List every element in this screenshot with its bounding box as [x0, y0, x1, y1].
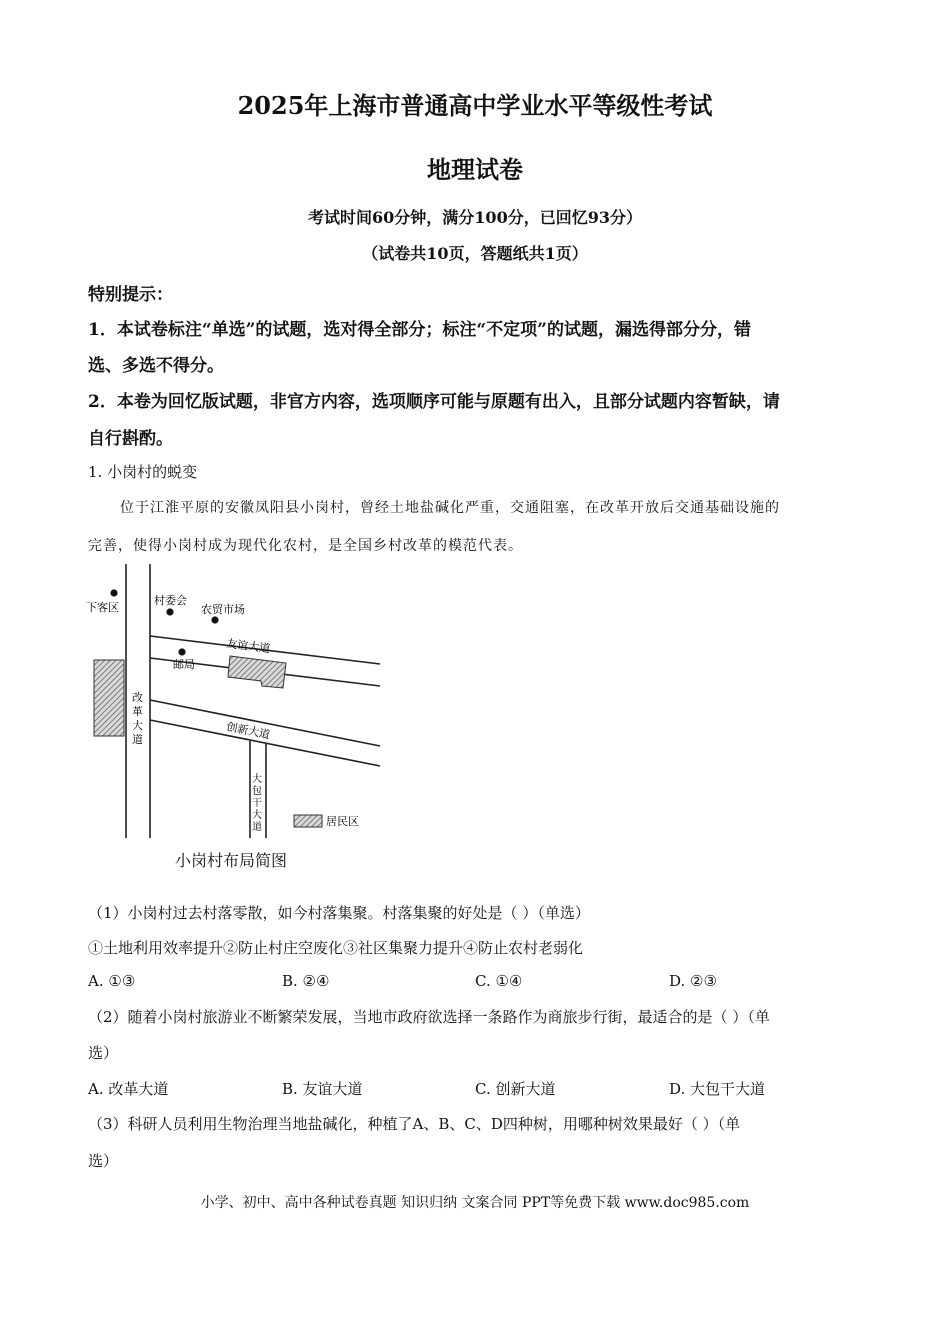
q1-option-c[interactable]: C. ①④	[475, 972, 523, 990]
notice-item2-line2: 自行斟酌。	[88, 429, 173, 449]
q2-option-c[interactable]: C. 创新大道	[475, 1080, 556, 1098]
dabaogan-label-3: 干	[252, 798, 262, 809]
youju-label: 邮局	[173, 658, 195, 671]
map-caption: 小岗村布局简图	[175, 851, 288, 870]
residential-area-center	[228, 656, 286, 688]
youju-point	[178, 648, 185, 655]
legend-label: 居民区	[326, 815, 359, 828]
q1-option-a[interactable]: A. ①③	[88, 972, 136, 990]
xiakequ-point	[110, 589, 117, 596]
q1-stem: （1）小岗村过去村落零散，如今村落集聚。村落集聚的好处是（ ）（单选）	[88, 904, 590, 922]
section-heading: 1. 小岗村的蜕变	[88, 463, 198, 481]
village-layout-map	[80, 560, 400, 880]
cunweihui-point	[166, 608, 173, 615]
gaige-label-3: 大	[132, 719, 143, 732]
q2-option-a[interactable]: A. 改革大道	[88, 1080, 169, 1098]
footer-text: 小学、初中、高中各种试卷真题 知识归纳 文案合同 PPT等免费下载 www.doc985.com	[200, 1195, 750, 1211]
q2-option-d[interactable]: D. 大包干大道	[669, 1080, 766, 1098]
youyi-label: 友谊大道	[225, 637, 271, 656]
gaige-label-4: 道	[132, 733, 143, 746]
q3-stem-line2: 选）	[88, 1152, 119, 1170]
nongmao-label: 农贸市场	[201, 603, 245, 616]
dabaogan-label-5: 道	[252, 822, 262, 833]
subject-title: 地理试卷	[427, 155, 523, 184]
notice-item2-line1: 2．本卷为回忆版试题，非官方内容，选项顺序可能与原题有出入，且部分试题内容暂缺，请	[88, 392, 780, 412]
xiakequ-label: 下客区	[86, 601, 119, 614]
nongmao-point	[211, 616, 218, 623]
dabaogan-label-2: 包	[252, 786, 262, 797]
residential-area-west	[94, 660, 124, 736]
q1-statements: ①土地利用效率提升②防止村庄空废化③社区集聚力提升④防止农村老弱化	[88, 939, 584, 957]
notice-heading: 特别提示：	[88, 285, 173, 305]
notice-item1-line2: 选、多选不得分。	[88, 356, 224, 376]
dabaogan-label-4: 大	[252, 810, 262, 821]
exam-title: 2025年上海市普通高中学业水平等级性考试	[237, 91, 713, 120]
q3-stem-line1: （3）科研人员利用生物治理当地盐碱化，种植了A、B、C、D四种树，用哪种树效果最好（ ）（单	[88, 1115, 741, 1133]
notice-item1-line1: 1．本试卷标注“单选”的试题，选对得全部分；标注“不定项”的试题，漏选得部分分，错	[88, 320, 751, 340]
q2-stem-line1: （2）随着小岗村旅游业不断繁荣发展，当地市政府欲选择一条路作为商旅步行街，最适合的是（ ）（单	[88, 1008, 770, 1026]
intro-line2: 完善，使得小岗村成为现代化农村，是全国乡村改革的模范代表。	[88, 538, 523, 554]
pages-info: （试卷共10页，答题纸共1页）	[362, 244, 588, 263]
gaige-label-2: 革	[132, 705, 143, 718]
chuangxin-label: 创新大道	[225, 720, 272, 742]
dabaogan-label-1: 大	[252, 774, 262, 785]
cunweihui-label: 村委会	[154, 594, 187, 607]
q2-option-b[interactable]: B. 友谊大道	[282, 1080, 363, 1098]
gaige-label-1: 改	[132, 691, 143, 704]
legend-swatch	[294, 815, 322, 827]
q1-option-b[interactable]: B. ②④	[282, 972, 330, 990]
exam-info: 考试时间60分钟，满分100分，已回忆93分）	[308, 208, 642, 227]
q1-option-d[interactable]: D. ②③	[669, 972, 717, 990]
q2-stem-line2: 选）	[88, 1044, 119, 1062]
intro-line1: 位于江淮平原的安徽凤阳县小岗村，曾经土地盐碱化严重，交通阻塞，在改革开放后交通基础设施的	[120, 500, 780, 516]
